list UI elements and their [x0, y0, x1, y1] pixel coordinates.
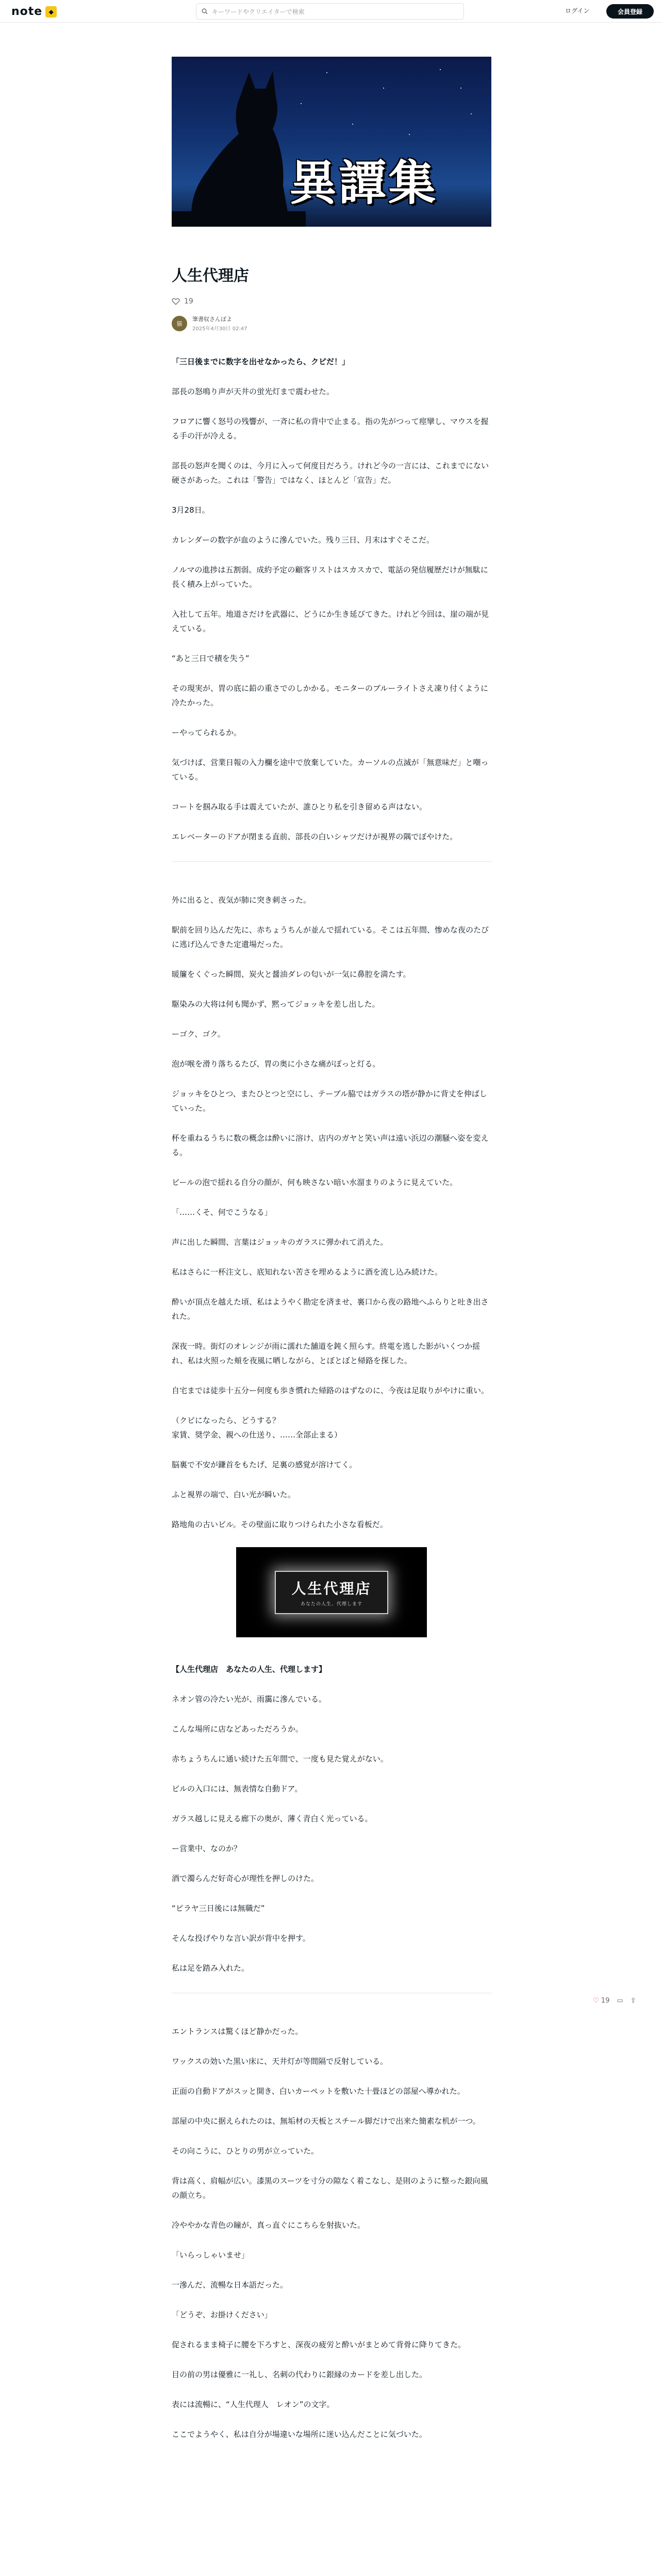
paragraph: ワックスの効いた黒い床に、天井灯が等間隔で反射している。: [172, 2057, 388, 2066]
article-title: 人生代理店: [172, 267, 249, 285]
paragraph: 部長の怒声を聞くのは、今月に入って何度目だろう。けれど今の一言には、これまでにない硬さがあった。これは「警告」ではなく、ほとんど「宣告」だ。: [172, 461, 489, 485]
paragraph: 一滲んだ、流暢な日本語だった。: [172, 2280, 288, 2290]
cat-silhouette-icon: [172, 57, 306, 227]
paragraph: ーゴク、ゴク。: [172, 1029, 225, 1039]
header-image: [172, 57, 491, 227]
header-image-title: 異譚集: [289, 155, 438, 211]
avatar[interactable]: 猫: [172, 316, 187, 331]
login-button[interactable]: ログイン: [565, 7, 590, 14]
paragraph: 駆染みの大将は何も聞かず、黙ってジョッキを差し出した。: [172, 999, 380, 1009]
paragraph: 私は足を踏み入れた。: [172, 1963, 250, 1973]
search-icon: [202, 8, 208, 14]
sign-plate: [275, 1571, 388, 1614]
paragraph: その向こうに、ひとりの男が立っていた。: [172, 2146, 319, 2156]
paragraph: ネオン管の冷たい光が、雨靄に滲んでいる。: [172, 1694, 327, 1704]
side-like-count: 19: [601, 1997, 610, 2005]
paragraph: ビルの入口には、無表情な自動ドア。: [172, 1784, 303, 1793]
paragraph: 杯を重ねるうちに数の概念は酔いに溶け、店内のガヤと笑い声は遠い浜辺の潮騒へ姿を変える。: [172, 1133, 489, 1157]
paragraph: 入社して五年。地道さだけを武器に、どうにか生き延びてきた。けれど今回は、崖の端が見えている。: [172, 609, 489, 633]
paragraph: ーやってられるか。: [172, 728, 242, 737]
paragraph: （クビになったら、どうする？ 家賃、奨学金、親への仕送り、……全部止まる）: [172, 1416, 342, 1439]
top-navbar: [0, 0, 662, 23]
paragraph: 「どうぞ、お掛けください」: [172, 2310, 272, 2319]
comment-icon[interactable]: ▭: [617, 1997, 623, 2005]
author-block[interactable]: [172, 315, 491, 332]
note-logo[interactable]: [11, 5, 57, 18]
paragraph: 自宅までは徒歩十五分ー何度も歩き慣れた帰路のはずなのに、今夜は足取りがやけに重い。: [172, 1386, 489, 1395]
paragraph: 冷ややかな青色の瞳が、真っ直ぐにこちらを射抜いた。: [172, 2221, 366, 2230]
paragraph: “あと三日で積を失う”: [172, 654, 250, 663]
paragraph: “ピラヤ三日後には無職だ”: [172, 1904, 265, 1913]
paragraph: 酔いが頂点を越えた頃、私はようやく勘定を済ませ、裏口から夜の路地へふらりと吐き出された。: [172, 1297, 489, 1321]
paragraph: 「三日後までに数字を出せなかったら、クビだ！」: [172, 357, 350, 366]
paragraph: 路地角の古いビル。その壁面に取りつけられた小さな看板だ。: [172, 1520, 388, 1529]
search-placeholder: キーワードやクリエイターで検索: [212, 8, 305, 15]
author-name[interactable]: 筆書収さんぽよ: [192, 316, 232, 323]
paragraph: カレンダーの数字が血のように滲んでいた。残り三日、月末はすぐそこだ。: [172, 535, 435, 545]
sign-sub-text: あなたの人生、代理します: [300, 1602, 362, 1607]
paragraph: そんな投げやりな言い訳が背中を押す。: [172, 1934, 310, 1943]
paragraph: 部長の怒鳴り声が天井の蛍光灯まで震わせた。: [172, 387, 335, 396]
paragraph: 3月28日。: [172, 505, 210, 515]
paragraph: ジョッキをひとつ、またひとつと空にし、テーブル脇ではガラスの塔が静かに背丈を伸ばしていった。: [172, 1089, 487, 1113]
paragraph: ノルマの進捗は五割弱。成約予定の顧客リストはスカスカで、電話の発信履歴だけが無駄に長く積み上がっていた。: [172, 565, 488, 589]
paragraph: ビールの泡で揺れる自分の顔が、何も映さない暗い水溜まりのように見えていた。: [172, 1178, 458, 1187]
paragraph: ガラス越しに見える廊下の奥が、薄く青白く光っている。: [172, 1814, 373, 1823]
paragraph: 外に出ると、夜気が肺に突き刺さった。: [172, 895, 311, 905]
like-row: [172, 297, 491, 306]
paragraph: 酒で濁らんだ好奇心が理性を押しのけた。: [172, 1874, 319, 1883]
search-input[interactable]: [196, 3, 464, 20]
side-like-button[interactable]: [593, 1997, 609, 2005]
like-count: 19: [184, 297, 193, 306]
paragraph: ここでようやく、私は自分が場違いな場所に迷い込んだことに気づいた。: [172, 2430, 427, 2439]
section-divider: [172, 861, 491, 862]
logo-badge-icon: ◆: [45, 6, 57, 18]
paragraph: ー営業中、なのか？: [172, 1844, 242, 1853]
sign-image: [236, 1547, 427, 1637]
paragraph: 駅前を回り込んだ先に、赤ちょうちんが並んで揺れている。そこは五年間、惨めな夜のたびに逃げ込んできた定遺場だった。: [172, 925, 489, 949]
paragraph: エレベーターのドアが閉まる直前、部長の白いシャツだけが視界の隅でぼやけた。: [172, 832, 458, 841]
article: [172, 57, 491, 2457]
logo-text: note: [11, 5, 43, 18]
paragraph: コートを掴み取る手は震えていたが、誰ひとり私を引き留める声はない。: [172, 802, 427, 811]
paragraph: 促されるまま椅子に腰を下ろすと、深夜の疲労と酔いがまとめて背骨に降りてきた。: [172, 2340, 466, 2349]
paragraph: 目の前の男は優雅に一礼し、名刺の代わりに銀縁のカードを差し出した。: [172, 2370, 427, 2379]
paragraph: 部屋の中央に据えられたのは、無垢材の天板とスチール脚だけで出来た簡素な机が一つ。: [172, 2116, 481, 2126]
paragraph: 表には流暢に、“人生代理人 レオン”の文字。: [172, 2400, 335, 2409]
paragraph: 暖簾をくぐった瞬間、炭火と醤油ダレの匂いが一気に鼻腔を満たす。: [172, 970, 411, 979]
article-body: [172, 354, 491, 2442]
paragraph: 声に出した瞬間、言葉はジョッキのガラスに弾かれて消えた。: [172, 1238, 388, 1247]
paragraph: 正面の自動ドアがスッと開き、白いカーペットを敷いた十畳ほどの部屋へ導かれた。: [172, 2087, 465, 2096]
paragraph: 深夜一時。街灯のオレンジが雨に濡れた舗道を鈍く照らす。終電を逃した影がいくつか揺れ、私は火照った頬を夜風に晒しながら、とぼとぼと帰路を探した。: [172, 1342, 481, 1365]
paragraph: 気づけば、営業日報の入力欄を途中で放棄していた。カーソルの点滅が「無意味だ」と嘲っている。: [172, 758, 489, 782]
paragraph: 赤ちょうちんに通い続けた五年間で、一度も見た覚えがない。: [172, 1754, 388, 1764]
paragraph: 「いらっしゃいませ」: [172, 2250, 250, 2260]
publish-date: 2025年4月30日 02:47: [192, 326, 247, 332]
paragraph: 背は高く、肩幅が広い。漆黒のスーツを寸分の隙なく着こなし、是則のように整った銀向風の顔立ち。: [172, 2176, 488, 2200]
heart-icon[interactable]: [172, 297, 180, 306]
paragraph: その現実が、胃の底に鉛の重さでのしかかる。モニターのブルーライトさえ凍り付くように冷たかった。: [172, 684, 488, 707]
side-actions: [593, 1997, 636, 2005]
paragraph: 脳裏で不安が鎌首をもたげ、足裏の感覚が溶けてく。: [172, 1460, 357, 1469]
signup-button[interactable]: 会員登録: [606, 4, 654, 19]
paragraph: 「……くそ、何でこうなる」: [172, 1208, 272, 1217]
paragraph: 【人生代理店 あなたの人生、代理します】: [172, 1665, 327, 1674]
paragraph: 泡が喉を滑り落ちるたび、胃の奥に小さな痛がぽっと灯る。: [172, 1059, 380, 1069]
sign-main-text: 人生代理店: [291, 1580, 372, 1597]
paragraph: ふと視界の端で、白い光が瞬いた。: [172, 1490, 295, 1499]
paragraph: こんな場所に店などあっただろうか。: [172, 1724, 303, 1734]
paragraph: エントランスは驚くほど静かだった。: [172, 2027, 303, 2036]
side-heart-icon: ♡: [593, 1997, 599, 2005]
paragraph: 私はさらに一杯注文し、底知れない苦さを埋めるように酒を流し込み続けた。: [172, 1267, 443, 1277]
paragraph: フロアに響く怒号の残響が、一斉に私の背中で止まる。指の先がつって痙攣し、マウスを握る手の汗が冷える。: [172, 417, 489, 440]
share-icon[interactable]: ⇪: [630, 1997, 636, 2005]
